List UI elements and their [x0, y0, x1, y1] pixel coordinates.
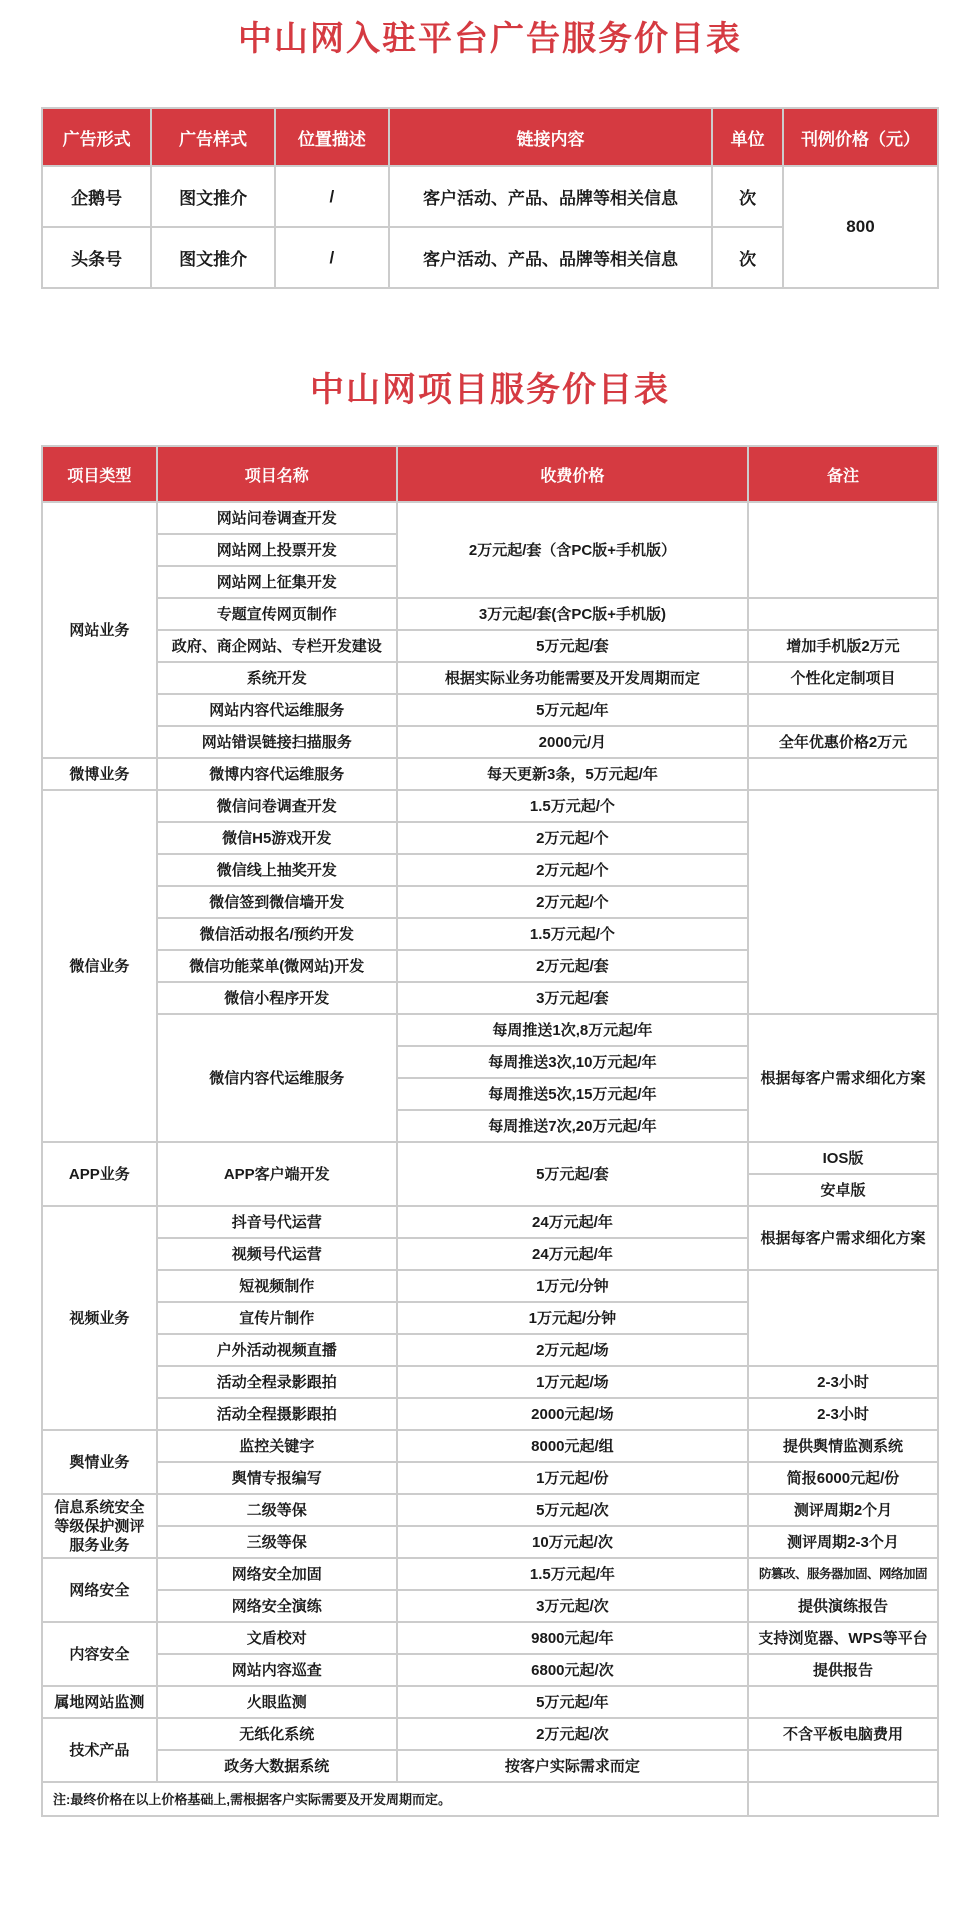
- table-cell: 2万元起/个: [397, 822, 748, 854]
- table-header-cell: 位置描述: [275, 108, 389, 166]
- table-header-cell: 广告形式: [42, 108, 151, 166]
- table-cell: 9800元起/年: [397, 1622, 748, 1654]
- table-cell: 每周推送3次,10万元起/年: [397, 1046, 748, 1078]
- table-cell: 每天更新3条，5万元起/年: [397, 758, 748, 790]
- table-cell: 提供演练报告: [748, 1590, 938, 1622]
- table-header-cell: 链接内容: [389, 108, 712, 166]
- table-row: [42, 1558, 938, 1590]
- table-header-row: [42, 108, 938, 166]
- table-cell: 视频号代运营: [157, 1238, 397, 1270]
- table-cell: 2万元起/套（含PC版+手机版）: [397, 502, 748, 598]
- table-cell: 提供报告: [748, 1654, 938, 1686]
- table-cell: 5万元起/年: [397, 694, 748, 726]
- table-row: [42, 1782, 938, 1816]
- category-cell: 网站业务: [42, 502, 157, 758]
- table-row: [42, 790, 938, 822]
- category-cell: 技术产品: [42, 1718, 157, 1782]
- category-cell: 内容安全: [42, 1622, 157, 1686]
- table-cell: 微博内容代运维服务: [157, 758, 397, 790]
- table-cell: APP客户端开发: [157, 1142, 397, 1206]
- table-cell: 24万元起/年: [397, 1206, 748, 1238]
- table-cell: 24万元起/年: [397, 1238, 748, 1270]
- ad-price-table-title: 中山网入驻平台广告服务价目表: [238, 20, 742, 58]
- table-row: [42, 694, 938, 726]
- project-table-header: [42, 446, 938, 502]
- table-row: [42, 1590, 938, 1622]
- table-cell: 图文推介: [151, 166, 275, 227]
- table-cell: [748, 790, 938, 1014]
- table-cell: 8000元起/组: [397, 1430, 748, 1462]
- table-cell: 800: [783, 166, 938, 288]
- table-row: [42, 1270, 938, 1302]
- table-cell: 网站网上征集开发: [157, 566, 397, 598]
- table-cell: 2-3小时: [748, 1398, 938, 1430]
- category-cell: APP业务: [42, 1142, 157, 1206]
- table-row: [42, 166, 938, 227]
- table-cell: [748, 1782, 938, 1816]
- table-cell: 宣传片制作: [157, 1302, 397, 1334]
- footnote-cell: 注:最终价格在以上价格基础上,需根据客户实际需要及开发周期而定。: [42, 1782, 748, 1816]
- table-cell: 监控关键字: [157, 1430, 397, 1462]
- table-cell: 提供舆情监测系统: [748, 1430, 938, 1462]
- table-cell: 简报6000元起/份: [748, 1462, 938, 1494]
- table-cell: 微信活动报名/预约开发: [157, 918, 397, 950]
- table-cell: 微信线上抽奖开发: [157, 854, 397, 886]
- table-cell: [748, 758, 938, 790]
- table-cell: 1万元/分钟: [397, 1270, 748, 1302]
- table-row: [42, 1686, 938, 1718]
- table-cell: 图文推介: [151, 227, 275, 288]
- table-cell: 5万元起/年: [397, 1686, 748, 1718]
- category-cell: 信息系统安全等级保护测评服务业务: [42, 1494, 157, 1558]
- category-cell: 舆情业务: [42, 1430, 157, 1494]
- table-cell: /: [275, 227, 389, 288]
- table-cell: 火眼监测: [157, 1686, 397, 1718]
- table-cell: 政府、商企网站、专栏开发建设: [157, 630, 397, 662]
- table-row: [42, 502, 938, 534]
- table-cell: 5万元起/次: [397, 1494, 748, 1526]
- table-cell: 短视频制作: [157, 1270, 397, 1302]
- table-cell: [748, 598, 938, 630]
- table-cell: 次: [712, 227, 783, 288]
- table-cell: 企鹅号: [42, 166, 151, 227]
- category-cell: 属地网站监测: [42, 1686, 157, 1718]
- table-cell: 客户活动、产品、品牌等相关信息: [389, 166, 712, 227]
- table-cell: 2万元起/个: [397, 854, 748, 886]
- table-cell: 次: [712, 166, 783, 227]
- table-header-cell: 项目类型: [42, 446, 157, 502]
- table-cell: 无纸化系统: [157, 1718, 397, 1750]
- table-cell: 2-3小时: [748, 1366, 938, 1398]
- table-cell: 网络安全加固: [157, 1558, 397, 1590]
- table-cell: [748, 1750, 938, 1782]
- table-cell: [748, 1270, 938, 1366]
- project-price-table-title: 中山网项目服务价目表: [310, 371, 670, 409]
- table-cell: 根据实际业务功能需要及开发周期而定: [397, 662, 748, 694]
- table-header-cell: 收费价格: [397, 446, 748, 502]
- table-row: [42, 662, 938, 694]
- category-cell: 网络安全: [42, 1558, 157, 1622]
- table-cell: 每周推送5次,15万元起/年: [397, 1078, 748, 1110]
- table-cell: [748, 502, 938, 598]
- table-cell: 二级等保: [157, 1494, 397, 1526]
- table-cell: 1万元起/份: [397, 1462, 748, 1494]
- category-cell: 视频业务: [42, 1206, 157, 1430]
- table-cell: 2000元起/场: [397, 1398, 748, 1430]
- table-row: [42, 1206, 938, 1238]
- table-cell: 抖音号代运营: [157, 1206, 397, 1238]
- table-cell: 2万元起/次: [397, 1718, 748, 1750]
- table-cell: 户外活动视频直播: [157, 1334, 397, 1366]
- table-row: [42, 758, 938, 790]
- table-cell: 微信功能菜单(微网站)开发: [157, 950, 397, 982]
- category-cell: 微信业务: [42, 790, 157, 1142]
- table-cell: 网站网上投票开发: [157, 534, 397, 566]
- project-table-body: [42, 502, 938, 1816]
- table-cell: 系统开发: [157, 662, 397, 694]
- table-cell: /: [275, 166, 389, 227]
- table-cell: 全年优惠价格2万元: [748, 726, 938, 758]
- table-cell: 网站错误链接扫描服务: [157, 726, 397, 758]
- table-cell: 微信内容代运维服务: [157, 1014, 397, 1142]
- table-cell: 安卓版: [748, 1174, 938, 1206]
- ad-table-header: [42, 108, 938, 166]
- table-cell: 不含平板电脑费用: [748, 1718, 938, 1750]
- table-row: [42, 1366, 938, 1398]
- table-row: [42, 1526, 938, 1558]
- table-cell: 头条号: [42, 227, 151, 288]
- table-cell: 支持浏览器、WPS等平台: [748, 1622, 938, 1654]
- table-cell: 活动全程录影跟拍: [157, 1366, 397, 1398]
- table-cell: 微信小程序开发: [157, 982, 397, 1014]
- table-cell: 3万元起/次: [397, 1590, 748, 1622]
- ad-price-table: [41, 107, 939, 289]
- table-row: [42, 1398, 938, 1430]
- table-cell: 3万元起/套: [397, 982, 748, 1014]
- table-cell: 每周推送7次,20万元起/年: [397, 1110, 748, 1142]
- ad-table-body: [42, 166, 938, 288]
- table-cell: 微信问卷调查开发: [157, 790, 397, 822]
- table-cell: 按客户实际需求而定: [397, 1750, 748, 1782]
- table-cell: 2万元起/套: [397, 950, 748, 982]
- table-cell: 网站问卷调查开发: [157, 502, 397, 534]
- table-cell: 三级等保: [157, 1526, 397, 1558]
- table-cell: 5万元起/套: [397, 1142, 748, 1206]
- table-cell: 2万元起/场: [397, 1334, 748, 1366]
- table-cell: 根据每客户需求细化方案: [748, 1206, 938, 1270]
- table-cell: 微信H5游戏开发: [157, 822, 397, 854]
- table-row: [42, 598, 938, 630]
- table-cell: 个性化定制项目: [748, 662, 938, 694]
- table-row: [42, 1750, 938, 1782]
- table-cell: 6800元起/次: [397, 1654, 748, 1686]
- table-cell: 1.5万元起/个: [397, 790, 748, 822]
- table-cell: 2000元/月: [397, 726, 748, 758]
- table-row: [42, 1462, 938, 1494]
- table-cell: 舆情专报编写: [157, 1462, 397, 1494]
- category-cell: 微博业务: [42, 758, 157, 790]
- table-cell: 1.5万元起/个: [397, 918, 748, 950]
- table-cell: 网络安全演练: [157, 1590, 397, 1622]
- table-header-cell: 单位: [712, 108, 783, 166]
- table-cell: 测评周期2个月: [748, 1494, 938, 1526]
- table-cell: 2万元起/个: [397, 886, 748, 918]
- table-cell: 活动全程摄影跟拍: [157, 1398, 397, 1430]
- table-cell: 专题宣传网页制作: [157, 598, 397, 630]
- table-cell: 1.5万元起/年: [397, 1558, 748, 1590]
- table-cell: 增加手机版2万元: [748, 630, 938, 662]
- table-header-cell: 项目名称: [157, 446, 397, 502]
- table-cell: IOS版: [748, 1142, 938, 1174]
- table-cell: 网站内容巡查: [157, 1654, 397, 1686]
- project-price-table: [41, 445, 939, 1817]
- table-cell: 3万元起/套(含PC版+手机版): [397, 598, 748, 630]
- table-cell: 1万元起/分钟: [397, 1302, 748, 1334]
- table-row: [42, 1622, 938, 1654]
- table-cell: 文盾校对: [157, 1622, 397, 1654]
- table-row: [42, 726, 938, 758]
- table-row: [42, 1494, 938, 1526]
- table-cell: 根据每客户需求细化方案: [748, 1014, 938, 1142]
- table-cell: [748, 694, 938, 726]
- table-cell: [748, 1686, 938, 1718]
- table-row: [42, 1014, 938, 1046]
- table-cell: 政务大数据系统: [157, 1750, 397, 1782]
- table-cell: 测评周期2-3个月: [748, 1526, 938, 1558]
- table-cell: 1万元起/场: [397, 1366, 748, 1398]
- table-row: [42, 1142, 938, 1174]
- table-header-cell: 备注: [748, 446, 938, 502]
- table-header-cell: 刊例价格（元）: [783, 108, 938, 166]
- table-header-row: [42, 446, 938, 502]
- table-cell: 防篡改、服务器加固、网络加固: [748, 1558, 938, 1590]
- table-cell: 网站内容代运维服务: [157, 694, 397, 726]
- table-header-cell: 广告样式: [151, 108, 275, 166]
- table-cell: 5万元起/套: [397, 630, 748, 662]
- table-cell: 每周推送1次,8万元起/年: [397, 1014, 748, 1046]
- table-cell: 10万元起/次: [397, 1526, 748, 1558]
- table-cell: 客户活动、产品、品牌等相关信息: [389, 227, 712, 288]
- table-cell: 微信签到微信墙开发: [157, 886, 397, 918]
- table-row: [42, 1430, 938, 1462]
- table-row: [42, 1718, 938, 1750]
- table-row: [42, 630, 938, 662]
- table-row: [42, 1654, 938, 1686]
